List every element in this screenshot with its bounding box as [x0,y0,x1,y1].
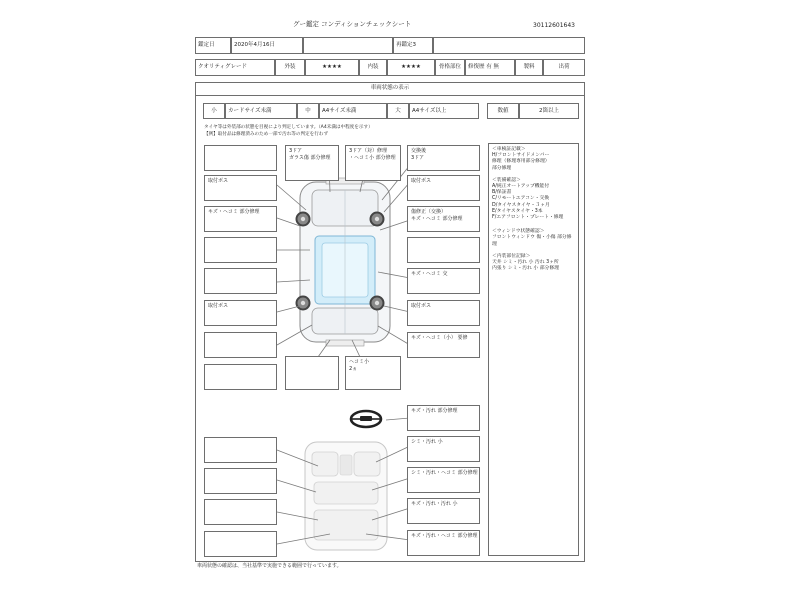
damage-note: キズ・汚れ 部分修理 [411,408,458,414]
damage-note: キズ・ヘコミ 部分修理 [411,215,463,222]
damage-note: 取付ボス [208,178,229,184]
left-damage-box-3 [204,206,277,232]
footer-note: 車両状態の確認は、当社基準で実施できる範囲で行っています。 [197,563,342,569]
comment-line: 部分修理 [492,165,512,171]
damage-note: 2ヵ [349,365,358,372]
damage-note: 3ドア [411,154,425,161]
left-damage-box-5 [204,268,277,294]
damage-note: ・ヘコミ小 部分修理 [349,154,396,161]
interior-left-box-4 [204,531,277,557]
damage-note: シミ・汚れ 小 [411,439,443,445]
comment-line: フロントウィンドウ 傷・小傷 部分修理 [492,235,572,247]
interior-stars: ★★★★ [387,59,435,76]
damage-note: キズ・ヘコミ 部分修理 [208,209,260,215]
comment-title-2: ＜装備確認＞ [492,177,521,183]
damage-note: キズ・汚れ・ヘコミ 部分修理 [411,533,478,539]
bottom-damage-box-2 [345,356,401,390]
damage-note: キズ・ヘコミ 交 [411,271,448,277]
damage-note: 3ドア [289,148,303,154]
damage-note: 取付ボス [411,303,432,309]
right-damage-box-6 [407,332,480,358]
interior-left-box-3 [204,499,277,525]
top-damage-box-3 [407,145,480,171]
document-title: グー鑑定 コンディションチェックシート [293,20,412,28]
legend-count-label: 数値 [487,103,519,119]
top-damage-box-1 [285,145,339,181]
legend-count-desc: 2箇以上 [519,103,579,119]
damage-note: 傷修正（交換） [411,209,447,215]
steering-wheel-icon [351,411,381,427]
legend-medium: 中 [297,103,319,119]
inspection-date-label: 鑑定日 [195,37,231,54]
document-id: 30112601643 [533,22,575,29]
exterior-car-diagram [297,178,391,346]
legend-small-desc: カードサイズ未満 [225,103,297,119]
left-damage-box-7 [204,332,277,358]
right-damage-box-4 [407,268,480,294]
damage-note: シミ・汚れ・ヘコミ 部分修理 [411,470,478,476]
interior-left-box-1 [204,437,277,463]
legend-medium-desc: A4サイズ未満 [319,103,387,119]
right-damage-box-1 [407,175,480,201]
comment-title-1: ＜車検証記載＞ [492,147,526,152]
damage-note: 取付ボス [208,303,229,309]
damage-note: 交換後 [411,148,427,154]
frame-label: 骨格部位 [435,59,465,76]
exterior-stars: ★★★★ [305,59,359,76]
interior-right-box-3 [407,467,480,493]
right-damage-box-3 [407,237,480,263]
left-damage-box-6 [204,300,277,326]
interior-right-box-4 [407,498,480,524]
damage-note: キズ・汚れ・汚れ 小 [411,501,458,507]
inspection-date-value: 2020年4月16日 [231,37,303,54]
damage-note: ヘコミ小 [349,359,370,365]
legend-large-desc: A4サイズ以上 [409,103,479,119]
frame-value: 修復歴 有 無 [465,59,515,76]
left-damage-box-8 [204,364,277,390]
material-label: 製料 [515,59,543,76]
damage-note: 3ドア（対）修理 [349,148,388,154]
damage-note: キズ・ヘコミ（小） 要修 [411,335,468,341]
comment-line: 内張り シミ・汚れ 小 部分修理 [492,266,559,272]
legend-small: 小 [203,103,225,119]
note-line-2: 【例】取付品は修理済みのため一部で汚れ等の判定を行わず [204,132,329,137]
interior-right-box-5 [407,530,480,556]
left-damage-box-4 [204,237,277,263]
damage-note: 取付ボス [411,178,432,184]
interior-right-box-1 [407,405,480,431]
comment-line: 修理（修理専用部分修理） [492,159,550,165]
comment-line: B/保証書 [492,190,512,196]
interior-label: 内装 [359,59,387,76]
comment-line: E/タイヤスタイヤ・3本 [492,208,543,214]
reinspection-label: 再鑑定3 [393,37,433,54]
quality-grade-label: クオリティグレード [195,59,275,76]
legend-large: 大 [387,103,409,119]
comment-line: 天井 シミ・汚れ 小 汚れ 3ヶ所 [492,260,559,266]
interior-car-diagram [305,442,387,550]
comment-line: H/フロントサイドメンバー [492,153,550,159]
exterior-label: 外装 [275,59,305,76]
comment-title-3: ＜ウィンドウ状態確認＞ [492,229,545,235]
comment-line: C/リモートエアコン・交換 [492,196,550,202]
comment-title-4: ＜内装部位記録＞ [492,253,531,259]
section-title: 車両状態の表示 [195,82,585,96]
left-damage-box-2 [204,175,277,201]
note-line-1: タイヤ等は外装部の状態を目視により判定しています。（A4未満は中程度を示す） [204,125,373,130]
comment-line: A/純正オートアップ機能付 [492,184,550,190]
left-damage-box-1 [204,145,277,171]
bottom-damage-box-1 [285,356,339,390]
top-damage-box-2 [345,145,401,181]
material-value: 出荷 [543,59,585,76]
damage-note: ガラス傷 部分修理 [289,154,331,161]
comment-line: F/エアフロント・プレート・修理 [492,215,564,221]
interior-right-box-2 [407,436,480,462]
right-damage-box-5 [407,300,480,326]
comment-line: D/タイヤスタイヤ・３ヶ月 [492,202,550,208]
right-damage-box-2 [407,206,480,232]
interior-left-box-2 [204,468,277,494]
